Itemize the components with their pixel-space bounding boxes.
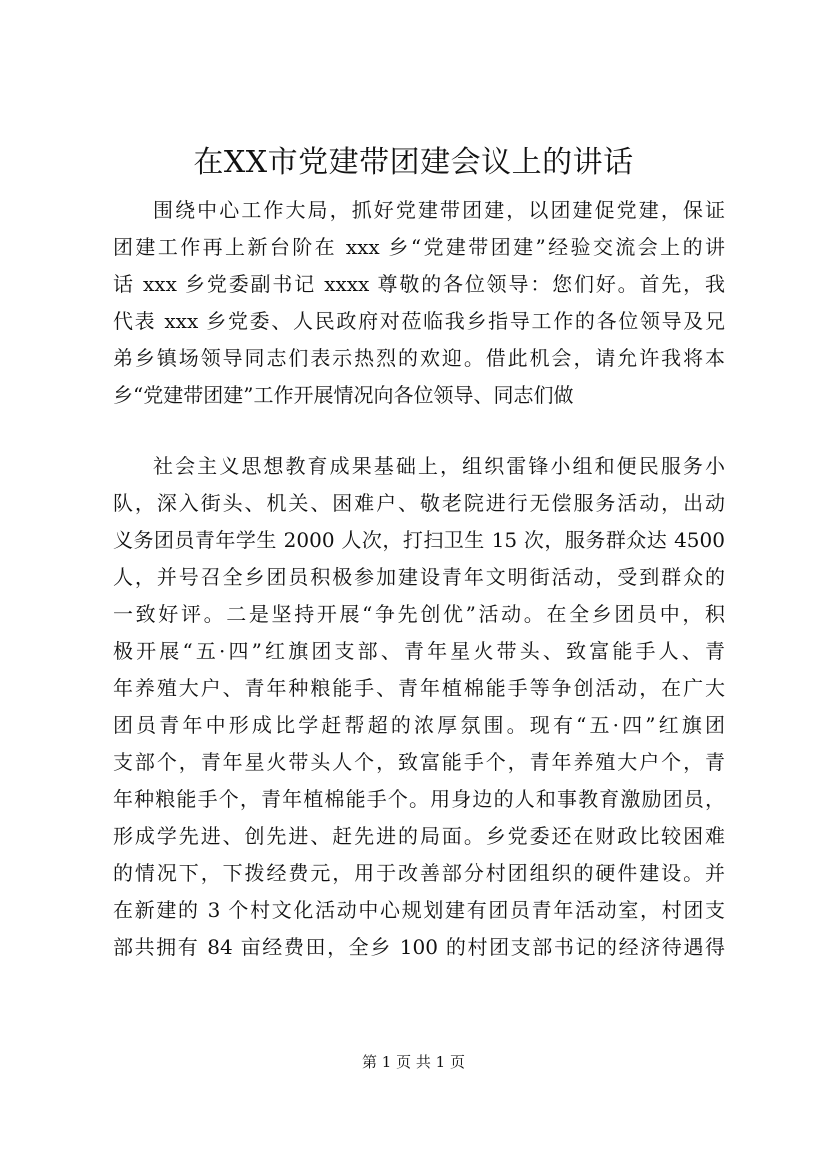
text-line: 年种粮能手个，青年植棉能手个。用身边的人和事教育激励团员，: [113, 787, 725, 811]
text-line: 支部个，青年星火带头人个，致富能手个，青年养殖大户个，青: [113, 750, 725, 774]
text-line: 极开展“五·四”红旗团支部、青年星火带头、致富能手人、青: [113, 639, 725, 663]
text-line: 的情况下，下拨经费元，用于改善部分村团组织的硬件建设。并: [113, 861, 725, 885]
paragraph-1: [113, 192, 725, 414]
text-line: 乡“党建带团建”工作开展情况向各位领导、同志们做: [113, 383, 574, 407]
text-line: 团建工作再上新台阶在 xxx 乡“党建带团建”经验交流会上的讲: [113, 235, 725, 259]
text-line: 一致好评。二是坚持开展“争先创优”活动。在全乡团员中，积: [113, 602, 725, 626]
text-line: 弟乡镇场领导同志们表示热烈的欢迎。借此机会，请允许我将本: [113, 346, 725, 370]
text-line: 人，并号召全乡团员积极参加建设青年文明街活动，受到群众的: [113, 565, 725, 589]
text-line: 社会主义思想教育成果基础上，组织雷锋小组和便民服务小: [153, 454, 725, 478]
text-line: 部共拥有 84 亩经费田，全乡 100 的村团支部书记的经济待遇得: [113, 935, 725, 959]
text-line: 形成学先进、创先进、赶先进的局面。乡党委还在财政比较困难: [113, 824, 725, 848]
text-line: 队，深入街头、机关、困难户、敬老院进行无偿服务活动，出动: [113, 491, 725, 515]
text-line: 年养殖大户、青年种粮能手、青年植棉能手等争创活动，在广大: [113, 676, 725, 700]
text-line: 代表 xxx 乡党委、人民政府对莅临我乡指导工作的各位领导及兄: [113, 309, 725, 333]
text-line: 在新建的 3 个村文化活动中心规划建有团员青年活动室，村团支: [113, 898, 725, 922]
text-line: 话 xxx 乡党委副书记 xxxx 尊敬的各位领导：您们好。首先，我: [113, 272, 725, 296]
page-title: 在XX市党建带团建会议上的讲话: [193, 145, 634, 180]
text-line: 团员青年中形成比学赶帮超的浓厚氛围。现有“五·四”红旗团: [113, 713, 725, 737]
text-line: 围绕中心工作大局，抓好党建带团建，以团建促党建，保证: [153, 198, 725, 222]
paragraph-2: [113, 448, 725, 966]
text-line: 义务团员青年学生 2000 人次，打扫卫生 15 次，服务群众达 4500: [113, 528, 725, 552]
page-footer: 第 1 页 共 1 页: [362, 1053, 465, 1071]
